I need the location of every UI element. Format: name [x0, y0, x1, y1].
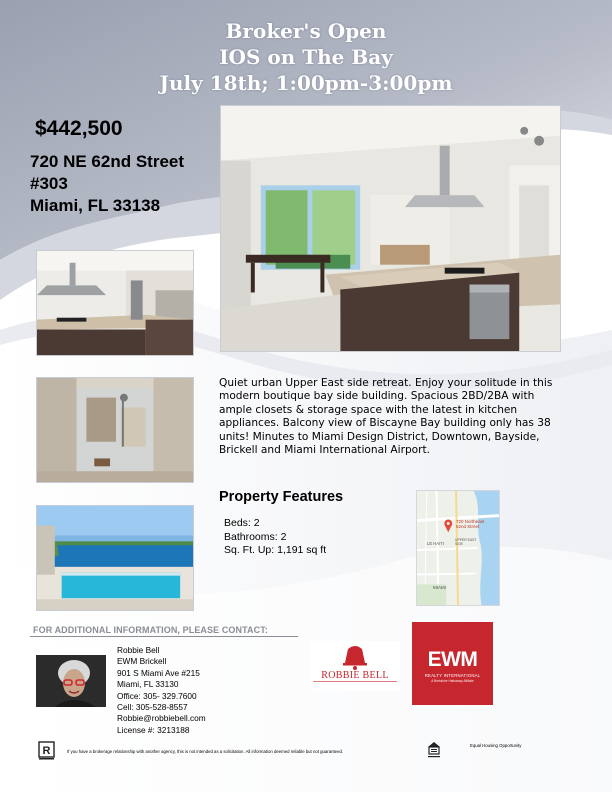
main-kitchen-photo [220, 105, 561, 352]
ewm-logo-text: EWM [427, 648, 478, 671]
equal-housing-icon [427, 741, 441, 759]
equal-housing-text: Equal Housing Opportunity [470, 743, 522, 748]
contact-heading: FOR ADDITIONAL INFORMATION, PLEASE CONTACT: [33, 625, 268, 635]
ewm-logo [412, 622, 493, 705]
agent-name: Robbie Bell [117, 645, 160, 655]
robbie-bell-logo [310, 641, 400, 691]
map-label [456, 519, 484, 529]
svg-text:R: R [42, 745, 51, 757]
address-street: 720 NE 62nd Street [30, 152, 185, 171]
header-title: Broker's Open [225, 19, 387, 43]
listing-price: $442,500 [35, 117, 123, 140]
agent-city: Miami, FL 33130 [117, 679, 179, 690]
map-label-line2: 62nd Street [456, 524, 480, 529]
realtor-logo-icon [38, 741, 55, 761]
contact-divider [30, 636, 298, 637]
location-map [416, 490, 500, 606]
header-building: IOS on The Bay [219, 45, 393, 69]
features-heading: Property Features [219, 489, 344, 505]
agent-contact-block [117, 645, 206, 736]
listing-address [30, 151, 184, 217]
ewm-logo-tagline: A Berkshire Hathaway Affiliate [431, 679, 474, 683]
agent-email[interactable]: Robbie@robbiebell.com [117, 713, 206, 724]
address-city: Miami, FL 33138 [30, 196, 161, 215]
agent-company: EWM Brickell [117, 656, 167, 667]
ewm-logo-subtext: REALTY INTERNATIONAL [424, 673, 481, 678]
feature-baths: Bathrooms: 2 [224, 530, 287, 543]
features-list [224, 517, 326, 558]
agent-license: License #: 3213188 [117, 724, 190, 735]
agent-cell-phone: Cell: 305-528-8557 [117, 702, 188, 713]
map-pin-icon [444, 518, 454, 534]
property-description: Quiet urban Upper East side retreat. Enjoy your solitude in this modern boutique bay side building. Spacious 2BD/2BA with ample closets & storage space with the latest in kitchen appliances. Balcony view of Biscayne Bay building only has 38 units! Minutes to Miami Design District, Downtown, Bayside, Brickell and Miami International Airport. [219, 377, 553, 457]
feature-sqft: Sq. Ft. Up: 1,191 sq ft [224, 544, 327, 556]
map-area-upper-east: UPPER EAST SIDE [455, 538, 477, 546]
feature-beds: Beds: 2 [224, 517, 260, 529]
map-label-line1: 720 Northeast [456, 519, 485, 524]
thumbnail-bathroom-photo [36, 377, 194, 483]
agent-street: 901 S Miami Ave #215 [117, 667, 200, 678]
header-date: July 18th; 1:00pm-3:00pm [159, 71, 453, 95]
robbie-bell-logo-text: ROBBIE BELL [321, 670, 389, 681]
thumbnail-kitchen-photo [36, 250, 194, 356]
footer-disclaimer: If you have a brokerage relationship with another agency, this is not intended as a solicitation. All information deemed reliable but not guaranteed. [67, 749, 344, 754]
address-unit: #303 [30, 174, 68, 193]
agent-office-phone: Office: 305- 329.7600 [117, 690, 197, 701]
map-area-miami: MIAMI [433, 585, 446, 590]
thumbnail-pool-photo [36, 505, 194, 611]
agent-avatar [36, 655, 106, 707]
map-area-lehaiti: LE HAITI [427, 541, 444, 546]
bell-icon [310, 641, 400, 691]
event-header [0, 18, 612, 96]
